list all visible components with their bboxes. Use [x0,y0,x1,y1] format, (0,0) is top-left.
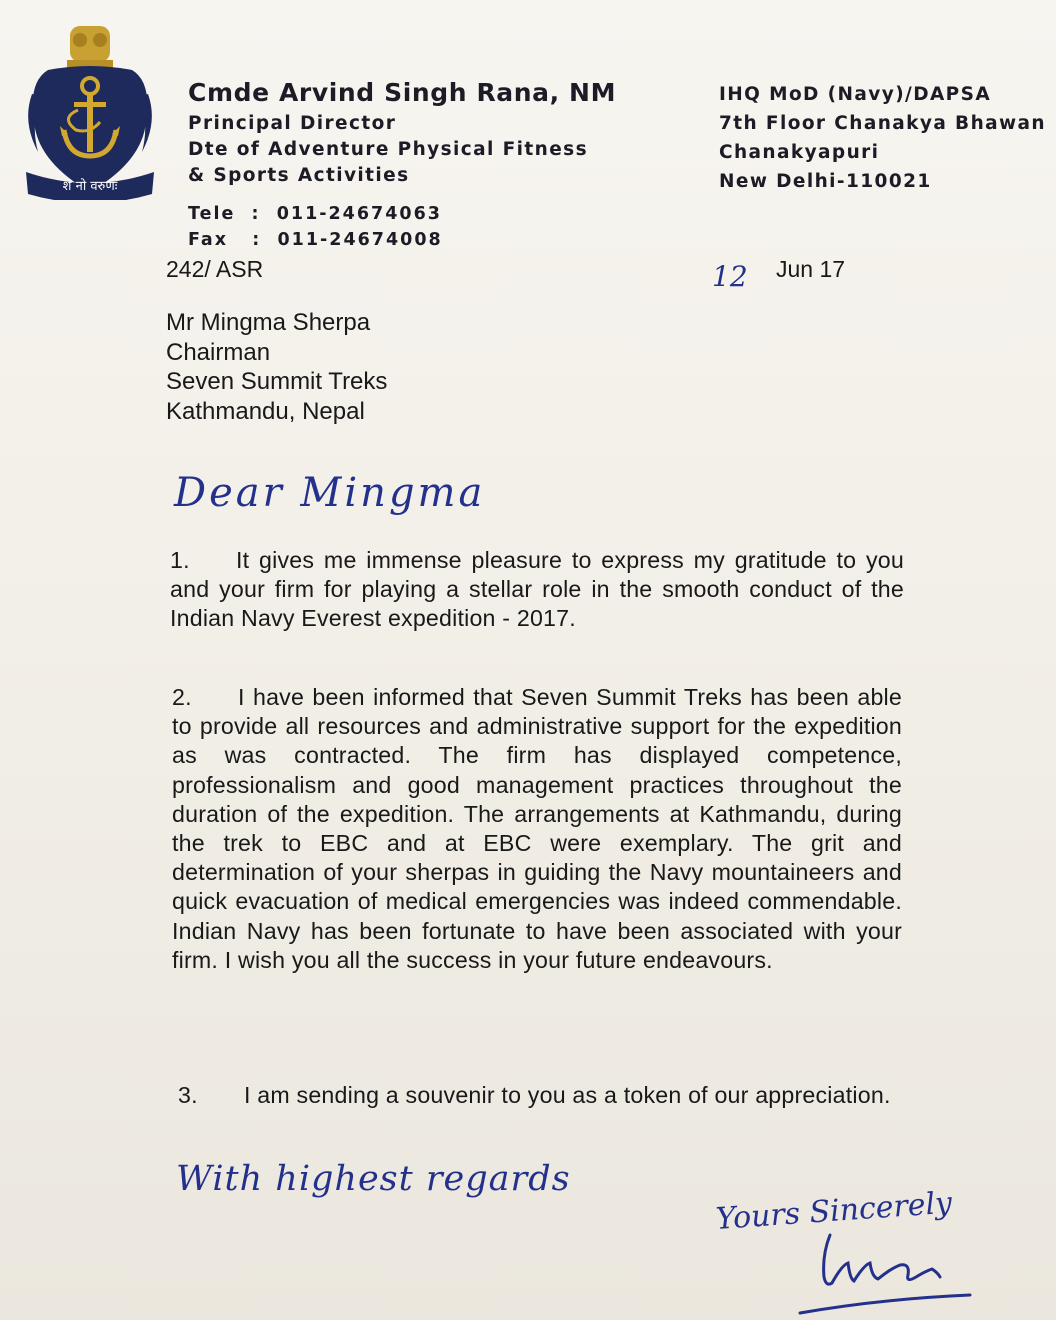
telephone-number: Tele : 011-24674063 [188,204,442,224]
sender-name: Cmde Arvind Singh Rana, NM [188,78,617,107]
letter-date: Jun 17 [776,256,846,282]
address-line: New Delhi-110021 [719,171,932,192]
handwritten-date-day [708,258,778,294]
paragraph-text: I have been informed that Seven Summit Treks has been able to provide all resources and administrative support for the expedition as was contracted. The firm has displayed competence, professionalism and good management practices throughout the duration of the expedition. The arrangements at Kathmandu, during the trek to EBC and at EBC were exemplary. The grit and determination of your sherpas in guiding the Navy mountaineers and quick evacuation of medical emergencies was indeed commendable. Indian Navy has been fortunate to have been associated with your firm. I wish you all the success in your future endeavours. [172,684,902,973]
sender-title-line: & Sports Activities [188,165,410,186]
sender-title-line: Dte of Adventure Physical Fitness [188,139,588,160]
handwritten-salutation [170,458,530,548]
fax-number: Fax : 011-24674008 [188,230,443,250]
handwritten-closing [172,1140,622,1240]
svg-text:12: 12 [712,260,748,293]
indian-navy-emblem-icon [20,22,160,200]
paragraph-text: It gives me immense pleasure to express my gratitude to you and your firm for playing a stellar role in the smooth conduct of the Indian Navy Everest expedition - 2017. [170,547,904,632]
recipient-address [166,308,387,426]
recipient-line: Mr Mingma Sherpa [166,309,371,336]
paragraph-number: 1. [170,547,190,573]
recipient-line: Seven Summit Treks [166,368,388,395]
sender-block [188,78,616,253]
address-line: IHQ MoD (Navy)/DAPSA [719,84,992,105]
svg-text:With highest regards: With highest regards [176,1159,571,1199]
reference-number: 242/ ASR [166,256,264,282]
paragraph-text: I am sending a souvenir to you as a token of our appreciation. [244,1082,891,1108]
svg-text:Yours Sincerely: Yours Sincerely [714,1185,954,1238]
emblem-motto: शं नो वरुणः [62,179,118,194]
signature-icon [760,1225,1000,1320]
paragraph-3 [178,1081,900,1110]
address-line: 7th Floor Chanakya Bhawan [719,113,1046,134]
paragraph-number: 3. [178,1082,198,1108]
svg-text:Dear Mingma: Dear Mingma [174,470,486,516]
recipient-line: Chairman [166,338,271,366]
sender-title-line: Principal Director [188,113,397,134]
paragraph-number: 2. [172,684,192,710]
paragraph-2 [172,683,902,975]
address-line: Chanakyapuri [719,142,880,163]
paragraph-1 [170,546,904,634]
office-address [719,80,1046,196]
recipient-line: Kathmandu, Nepal [166,397,365,425]
